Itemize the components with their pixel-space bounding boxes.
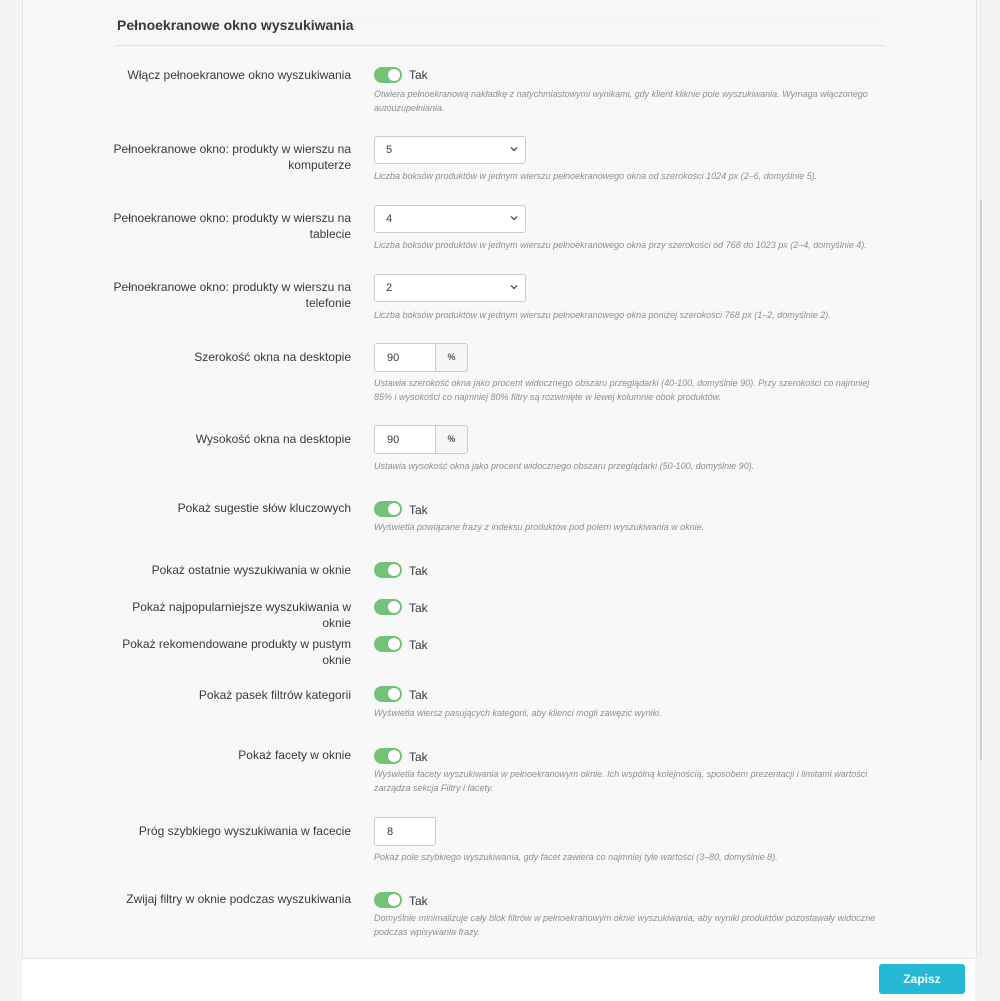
enable-fullscreen-help: Otwiera pełnoekranową nakładkę z natychmiastowymi wynikami, gdy klient kliknie pole wyszukiwania. Wymaga włączonego autouzupełniania. [374, 89, 868, 113]
recommended-products-label: Pokaż rekomendowane produkty w pustym oknie [122, 637, 351, 667]
chevron-down-icon [508, 281, 520, 293]
width-desktop-unit: % [435, 343, 468, 372]
toggle-knob [388, 503, 400, 515]
recent-searches-state: Tak [409, 564, 428, 578]
width-desktop-value: 90 [387, 352, 400, 364]
height-desktop-unit: % [435, 425, 468, 454]
keyword-suggestions-help: Wyświetla powiązane frazy z indeksu produktów pod polem wyszukiwania w oknie. [374, 522, 705, 532]
popular-searches-label: Pokaż najpopularniejsze wyszukiwania w oknie [132, 600, 351, 630]
toggle-knob [388, 750, 400, 762]
enable-fullscreen-toggle[interactable] [374, 67, 402, 83]
keyword-suggestions-toggle[interactable] [374, 501, 402, 517]
facet-threshold-label: Próg szybkiego wyszukiwania w facecie [138, 824, 351, 838]
collapse-filters-help: Domyślnie minimalizuje cały blok filtrów w pełnoekranowym oknie wyszukiwania, aby wyniki produktów pozostawały widoczne podczas wpisywania frazy. [374, 913, 876, 937]
products-desktop-value: 5 [386, 144, 393, 156]
facet-threshold-value: 8 [387, 826, 394, 838]
section-title: Pełnoekranowe okno wyszukiwania [117, 17, 354, 33]
products-tablet-label: Pełnoekranowe okno: produkty w wierszu na tablecie [113, 211, 351, 241]
category-filter-bar-label: Pokaż pasek filtrów kategorii [198, 688, 351, 702]
keyword-suggestions-label: Pokaż sugestie słów kluczowych [177, 501, 351, 515]
form-footer [22, 958, 975, 1001]
collapse-filters-toggle[interactable] [374, 892, 402, 908]
width-desktop-input[interactable] [374, 343, 436, 372]
popular-searches-state: Tak [409, 601, 428, 615]
height-desktop-value: 90 [387, 434, 400, 446]
products-tablet-help: Liczba boksów produktów w jednym wierszu pełnoekranowego okna przy szerokości od 768 do 1023 px (2–4, domyślnie 4). [374, 240, 867, 250]
enable-fullscreen-state: Tak [409, 68, 428, 82]
products-phone-value: 2 [386, 282, 393, 294]
collapse-filters-label: Zwijaj filtry w oknie podczas wyszukiwania [126, 892, 351, 906]
category-filter-bar-toggle[interactable] [374, 686, 402, 702]
facet-threshold-input[interactable] [374, 817, 436, 846]
toggle-knob [388, 564, 400, 576]
products-desktop-label: Pełnoekranowe okno: produkty w wierszu na komputerze [113, 142, 351, 172]
toggle-knob [388, 638, 400, 650]
category-filter-bar-help: Wyświetla wiersz pasujących kategorii, aby klienci mogli zawęzić wyniki. [374, 708, 662, 718]
facets-state: Tak [409, 750, 428, 764]
section-header [115, 17, 885, 46]
chevron-down-icon [508, 212, 520, 224]
popular-searches-toggle[interactable] [374, 599, 402, 615]
keyword-suggestions-state: Tak [409, 503, 428, 517]
toggle-knob [388, 601, 400, 613]
facets-label: Pokaż facety w oknie [238, 748, 351, 762]
products-phone-select[interactable] [374, 274, 526, 302]
height-desktop-label: Wysokość okna na desktopie [195, 432, 351, 446]
collapse-filters-state: Tak [409, 894, 428, 908]
facets-help: Wyświetla facety wyszukiwania w pełnoekranowym oknie. Ich wspólną kolejnością, sposobem prezentacji i limitami wartości zarządza sekcja Filtry i facety. [374, 769, 868, 793]
width-desktop-help: Ustawia szerokość okna jako procent widocznego obszaru przeglądarki (40-100, domyślnie 90). Przy szerokości co najmniej 85% i wysokości co najmniej 80% filtry są rozwinięte w lewej kolumnie obok produktów. [374, 378, 870, 402]
height-desktop-input[interactable] [374, 425, 436, 454]
scrollbar-thumb[interactable] [980, 200, 982, 760]
products-desktop-help: Liczba boksów produktów w jednym wierszu pełnoekranowego okna od szerokości 1024 px (2–6, domyślnie 5). [374, 171, 818, 181]
toggle-knob [388, 688, 400, 700]
category-filter-bar-state: Tak [409, 688, 428, 702]
chevron-down-icon [508, 143, 520, 155]
height-desktop-help: Ustawia wysokość okna jako procent widocznego obszaru przeglądarki (50-100, domyślnie 90). [374, 461, 755, 471]
toggle-knob [388, 894, 400, 906]
recommended-products-state: Tak [409, 638, 428, 652]
products-tablet-value: 4 [386, 213, 393, 225]
recent-searches-toggle[interactable] [374, 562, 402, 578]
toggle-knob [388, 69, 400, 81]
enable-fullscreen-label: Włącz pełnoekranowe okno wyszukiwania [127, 68, 351, 82]
products-phone-label: Pełnoekranowe okno: produkty w wierszu na telefonie [113, 280, 351, 310]
facets-toggle[interactable] [374, 748, 402, 764]
products-tablet-select[interactable] [374, 205, 526, 233]
products-phone-help: Liczba boksów produktów w jednym wierszu pełnoekranowego okna poniżej szerokości 768 px (1–2, domyślnie 2). [374, 310, 831, 320]
facet-threshold-help: Pokaż pole szybkiego wyszukiwania, gdy facet zawiera co najmniej tyle wartości (3–80, domyślnie 8). [374, 852, 778, 862]
recommended-products-toggle[interactable] [374, 636, 402, 652]
recent-searches-label: Pokaż ostatnie wyszukiwania w oknie [151, 563, 351, 577]
width-desktop-label: Szerokość okna na desktopie [194, 350, 351, 364]
save-button[interactable]: Zapisz [879, 964, 965, 994]
products-desktop-select[interactable] [374, 136, 526, 164]
